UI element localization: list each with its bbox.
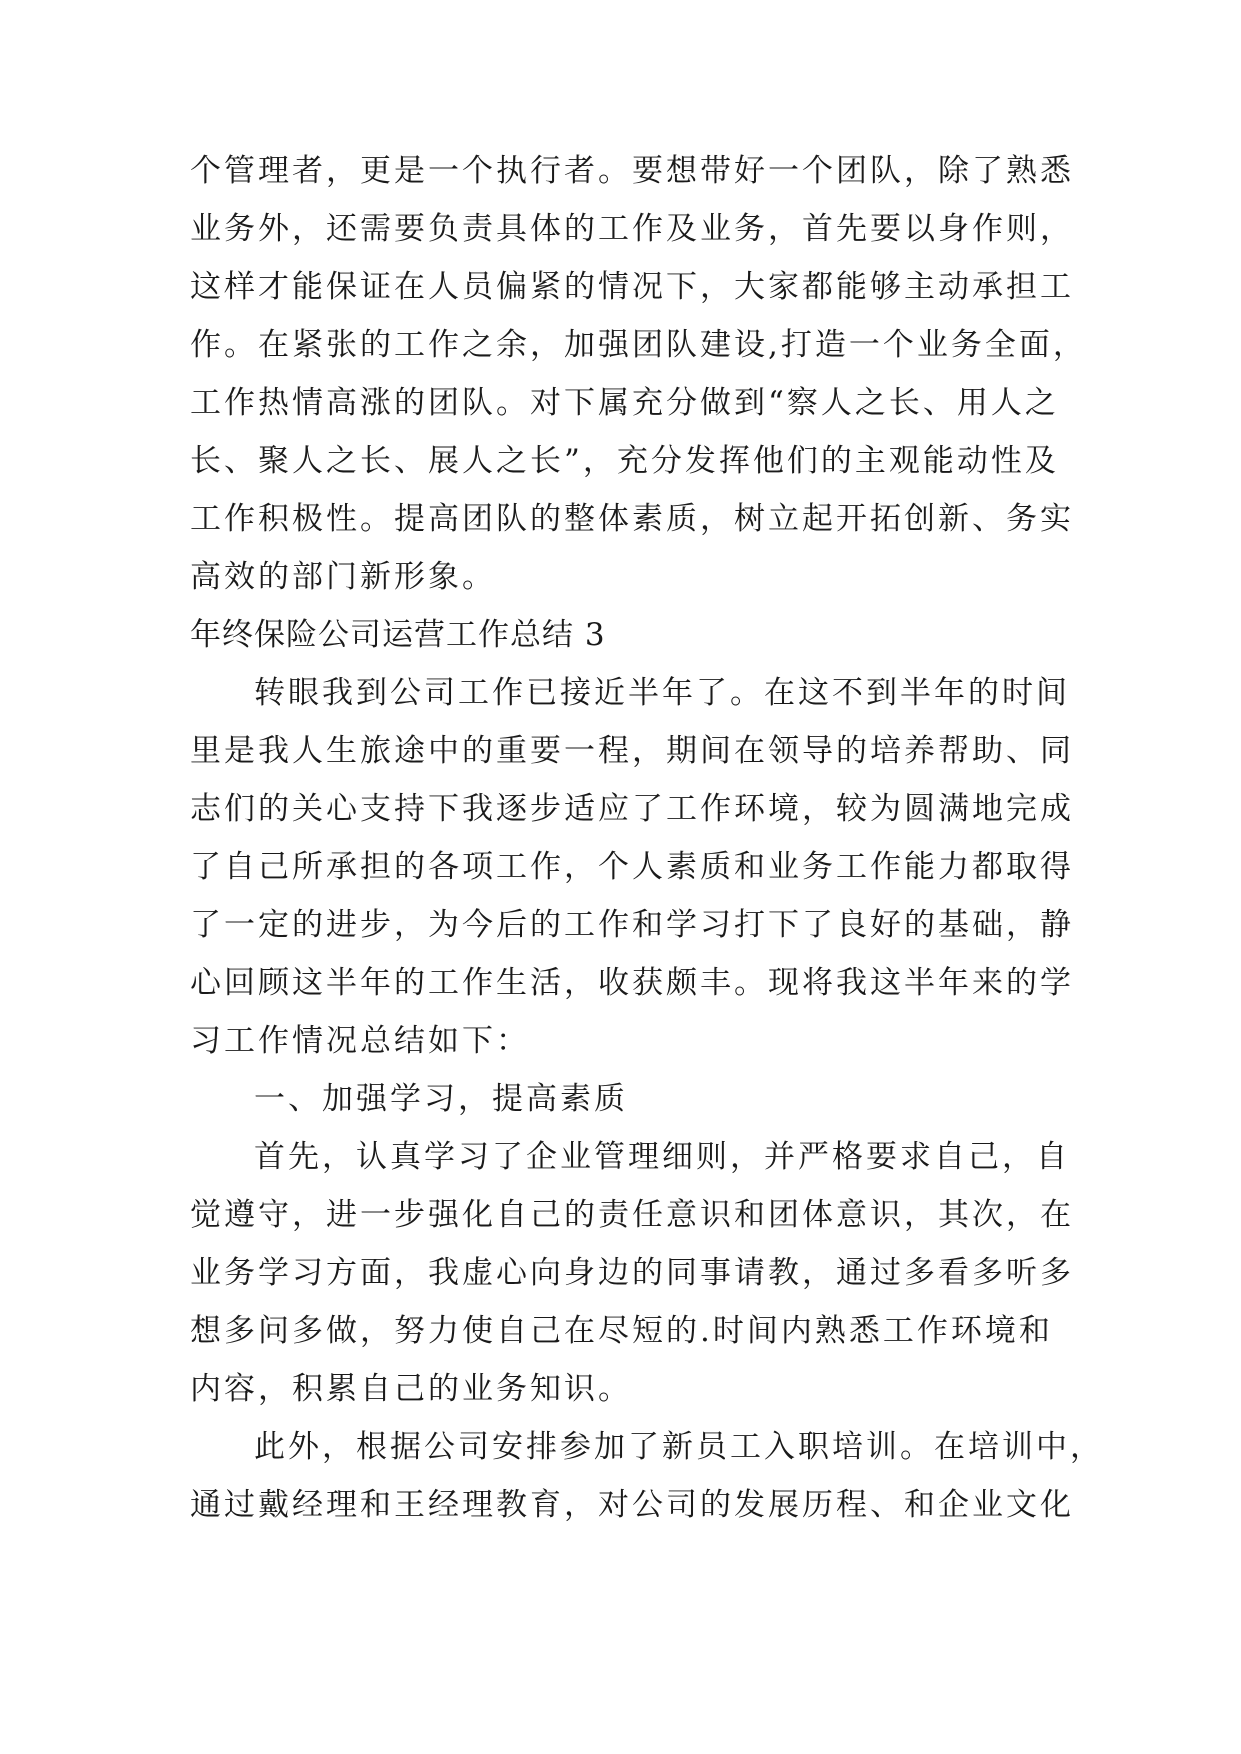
text-line: 此外，根据公司安排参加了新员工入职培训。在培训中， [254,1429,1104,1465]
text-line: 长、聚人之长、展人之长”，充分发挥他们的主观能动性及 [190,443,1059,479]
text-line: 个管理者，更是一个执行者。要想带好一个团队，除了熟悉 [190,153,1074,189]
text-line: 想多问多做，努力使自己在尽短的.时间内熟悉工作环境和 [190,1313,1053,1349]
text-line: 心回顾这半年的工作生活，收获颇丰。现将我这半年来的学 [190,965,1074,1001]
text-line: 通过戴经理和王经理教育，对公司的发展历程、和企业文化 [190,1487,1074,1523]
text-line: 觉遵守，进一步强化自己的责任意识和团体意识，其次，在 [190,1197,1074,1233]
text-line: 习工作情况总结如下： [190,1023,530,1059]
text-line: 里是我人生旅途中的重要一程，期间在领导的培养帮助、同 [190,733,1074,769]
text-line: 作。在紧张的工作之余，加强团队建设,打造一个业务全面， [190,327,1087,363]
text-line: 转眼我到公司工作已接近半年了。在这不到半年的时间 [254,675,1070,711]
text-line: 内容，积累自己的业务知识。 [190,1371,632,1407]
text-line: 了自己所承担的各项工作，个人素质和业务工作能力都取得 [190,849,1074,885]
document-body [190,142,1104,1534]
text-line: 业务外，还需要负责具体的工作及业务，首先要以身作则， [190,211,1074,247]
text-line: 高效的部门新形象。 [190,559,496,595]
text-line: 业务学习方面，我虚心向身边的同事请教，通过多看多听多 [190,1255,1074,1291]
section-heading: 年终保险公司运营工作总结 3 [190,617,606,653]
text-line: 志们的关心支持下我逐步适应了工作环境，较为圆满地完成 [190,791,1074,827]
text-line: 工作积极性。提高团队的整体素质，树立起开拓创新、务实 [190,501,1074,537]
text-line: 这样才能保证在人员偏紧的情况下，大家都能够主动承担工 [190,269,1074,305]
text-line: 了一定的进步，为今后的工作和学习打下了良好的基础，静 [190,907,1074,943]
subsection-heading: 一、加强学习，提高素质 [254,1081,628,1117]
text-line: 首先，认真学习了企业管理细则，并严格要求自己，自 [254,1139,1070,1175]
text-line: 工作热情高涨的团队。对下属充分做到“察人之长、用人之 [190,385,1059,421]
